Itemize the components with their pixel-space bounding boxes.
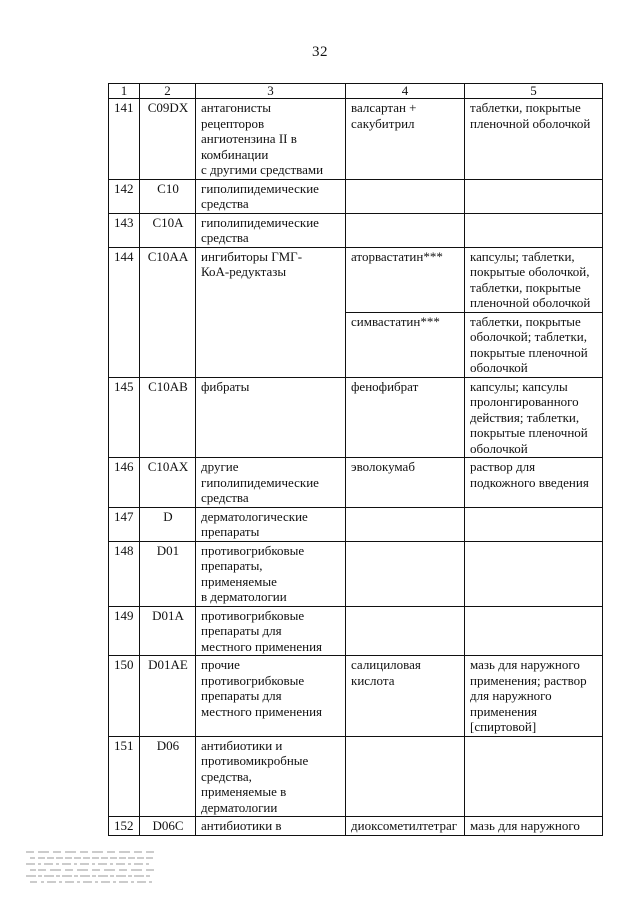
- drug-name: аторвастатин***: [346, 247, 465, 312]
- column-header-3: 3: [196, 84, 346, 99]
- drug-name: эволокумаб: [346, 458, 465, 508]
- row-number: 151: [109, 736, 140, 817]
- column-header-2: 2: [140, 84, 196, 99]
- dosage-form: капсулы; таблетки, покрытые оболочкой, таблетки, покрытые пленочной оболочкой: [465, 247, 603, 312]
- drug-name: [346, 179, 465, 213]
- drug-name: [346, 541, 465, 606]
- table-body: [109, 99, 603, 836]
- drug-name: салициловая кислота: [346, 656, 465, 737]
- drug-table: [108, 83, 603, 836]
- atc-code: D01A: [140, 606, 196, 656]
- atc-code: D06C: [140, 817, 196, 836]
- header-row: [109, 84, 603, 99]
- table-row: [109, 656, 603, 737]
- anatomical-therapeutic-group: фибраты: [196, 377, 346, 458]
- dosage-form: таблетки, покрытые пленочной оболочкой: [465, 99, 603, 180]
- row-number: 142: [109, 179, 140, 213]
- drug-name: диоксометилтетраг: [346, 817, 465, 836]
- table-row: [109, 247, 603, 312]
- row-number: 147: [109, 507, 140, 541]
- atc-code: C10AA: [140, 247, 196, 377]
- dosage-form: капсулы; капсулы пролонгированного действия; таблетки, покрытые пленочной оболочкой: [465, 377, 603, 458]
- registration-stamp: [24, 848, 158, 888]
- table-row: [109, 458, 603, 508]
- table-row: [109, 99, 603, 180]
- atc-code: C10AX: [140, 458, 196, 508]
- table-row: [109, 179, 603, 213]
- atc-code: D06: [140, 736, 196, 817]
- dosage-form: раствор для подкожного введения: [465, 458, 603, 508]
- anatomical-therapeutic-group: ингибиторы ГМГ- КоА-редуктазы: [196, 247, 346, 377]
- table-row: [109, 606, 603, 656]
- column-header-1: 1: [109, 84, 140, 99]
- drug-name: [346, 507, 465, 541]
- anatomical-therapeutic-group: другие гиполипидемические средства: [196, 458, 346, 508]
- dosage-form: мазь для наружного: [465, 817, 603, 836]
- atc-code: C10: [140, 179, 196, 213]
- column-header-5: 5: [465, 84, 603, 99]
- row-number: 148: [109, 541, 140, 606]
- row-number: 149: [109, 606, 140, 656]
- table-row: [109, 736, 603, 817]
- dosage-form: [465, 213, 603, 247]
- atc-code: C09DX: [140, 99, 196, 180]
- anatomical-therapeutic-group: антибиотики и противомикробные средства, применяемые в дерматологии: [196, 736, 346, 817]
- dosage-form: [465, 179, 603, 213]
- row-number: 150: [109, 656, 140, 737]
- dosage-form: таблетки, покрытые оболочкой; таблетки, покрытые пленочной оболочкой: [465, 312, 603, 377]
- dosage-form: [465, 541, 603, 606]
- table-row: [109, 377, 603, 458]
- row-number: 144: [109, 247, 140, 377]
- anatomical-therapeutic-group: антибиотики в: [196, 817, 346, 836]
- anatomical-therapeutic-group: дерматологические препараты: [196, 507, 346, 541]
- row-number: 146: [109, 458, 140, 508]
- table-row: [109, 213, 603, 247]
- anatomical-therapeutic-group: гиполипидемические средства: [196, 179, 346, 213]
- column-header-4: 4: [346, 84, 465, 99]
- atc-code: D: [140, 507, 196, 541]
- anatomical-therapeutic-group: антагонисты рецепторов ангиотензина II в комбинации с другими средствами: [196, 99, 346, 180]
- atc-code: D01AE: [140, 656, 196, 737]
- table-row: [109, 541, 603, 606]
- dosage-form: мазь для наружного применения; раствор для наружного применения [спиртовой]: [465, 656, 603, 737]
- drug-name: [346, 606, 465, 656]
- page-number: 32: [312, 44, 328, 60]
- anatomical-therapeutic-group: гиполипидемические средства: [196, 213, 346, 247]
- dosage-form: [465, 507, 603, 541]
- drug-name: [346, 213, 465, 247]
- anatomical-therapeutic-group: прочие противогрибковые препараты для местного применения: [196, 656, 346, 737]
- atc-code: C10AB: [140, 377, 196, 458]
- row-number: 143: [109, 213, 140, 247]
- row-number: 141: [109, 99, 140, 180]
- anatomical-therapeutic-group: противогрибковые препараты для местного применения: [196, 606, 346, 656]
- dosage-form: [465, 606, 603, 656]
- dosage-form: [465, 736, 603, 817]
- drug-name: симвастатин***: [346, 312, 465, 377]
- table-row: [109, 507, 603, 541]
- drug-name: [346, 736, 465, 817]
- atc-code: D01: [140, 541, 196, 606]
- row-number: 145: [109, 377, 140, 458]
- row-number: 152: [109, 817, 140, 836]
- drug-name: валсартан + сакубитрил: [346, 99, 465, 180]
- anatomical-therapeutic-group: противогрибковые препараты, применяемые в дерматологии: [196, 541, 346, 606]
- drug-name: фенофибрат: [346, 377, 465, 458]
- table-row: [109, 817, 603, 836]
- atc-code: C10A: [140, 213, 196, 247]
